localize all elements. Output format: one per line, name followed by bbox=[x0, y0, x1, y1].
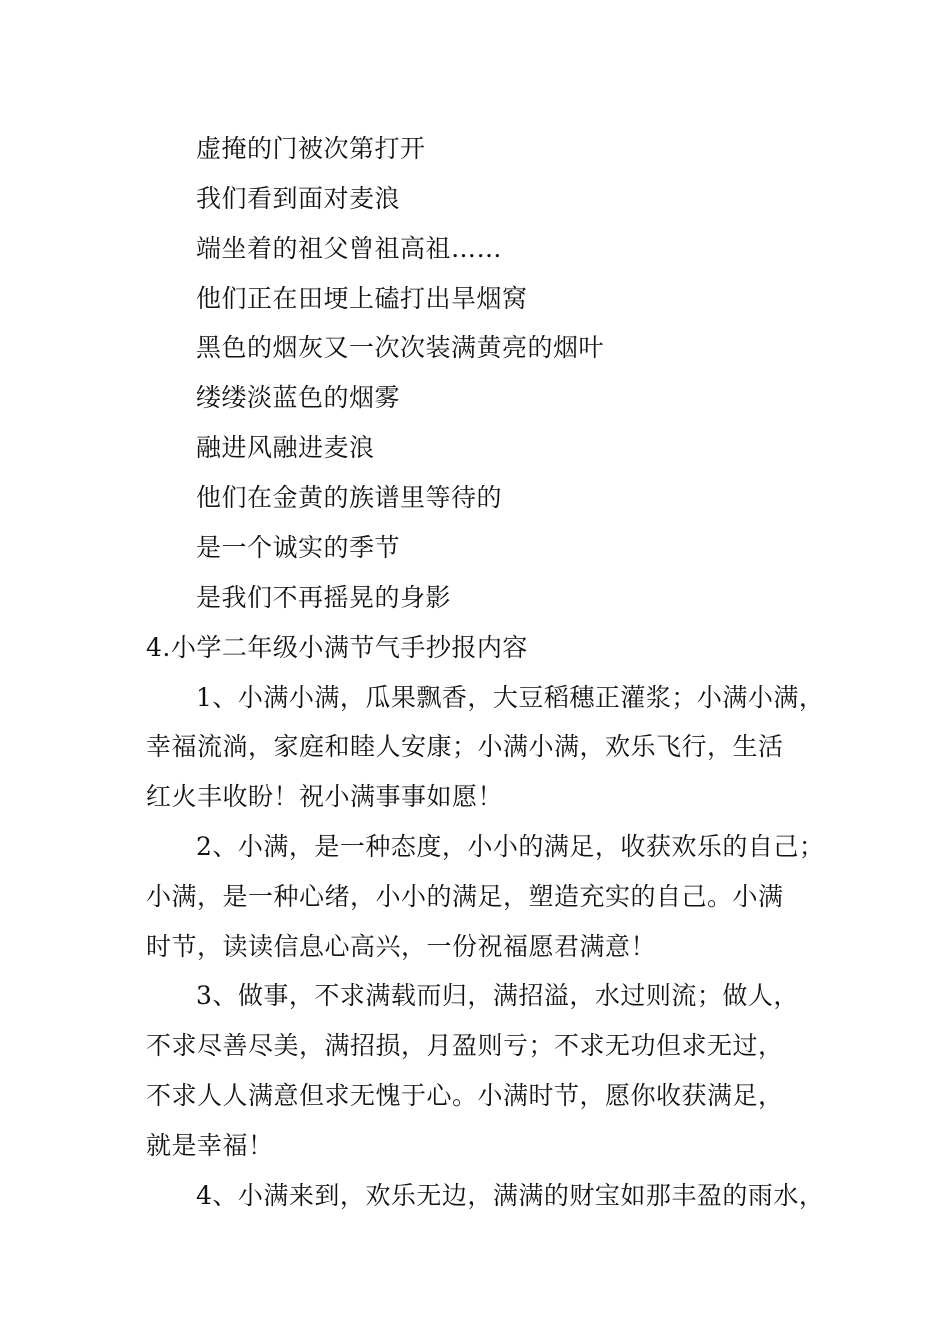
poem-line-3: 端坐着的祖父曾祖高祖…… bbox=[196, 234, 503, 263]
poem-line-1: 虚掩的门被次第打开 bbox=[196, 134, 426, 163]
poem-line-8: 他们在金黄的族谱里等待的 bbox=[196, 483, 503, 512]
poem-line-4: 他们正在田埂上磕打出旱烟窝 bbox=[196, 284, 528, 313]
poem-line-5: 黑色的烟灰又一次次装满黄亮的烟叶 bbox=[196, 333, 605, 362]
paragraph-3-line-4: 就是幸福！ bbox=[146, 1131, 274, 1160]
section-heading: 4.小学二年级小满节气手抄报内容 bbox=[146, 633, 528, 662]
paragraph-2-line-1: 2、小满，是一种态度，小小的满足，收获欢乐的自己； bbox=[196, 832, 825, 861]
poem-line-6: 缕缕淡蓝色的烟雾 bbox=[196, 383, 401, 412]
poem-line-9: 是一个诚实的季节 bbox=[196, 533, 401, 562]
paragraph-2-line-2: 小满，是一种心绪，小小的满足，塑造充实的自己。小满 bbox=[146, 882, 784, 911]
poem-line-2: 我们看到面对麦浪 bbox=[196, 184, 401, 213]
paragraph-3-line-3: 不求人人满意但求无愧于心。小满时节，愿你收获满足， bbox=[146, 1081, 784, 1110]
paragraph-1-line-2: 幸福流淌，家庭和睦人安康；小满小满，欢乐飞行，生活 bbox=[146, 732, 784, 761]
paragraph-4-line-1: 4、小满来到，欢乐无边，满满的财宝如那丰盈的雨水， bbox=[196, 1181, 825, 1210]
paragraph-2-line-3: 时节，读读信息心高兴，一份祝福愿君满意！ bbox=[146, 932, 657, 961]
paragraph-1-line-3: 红火丰收盼！祝小满事事如愿！ bbox=[146, 782, 504, 811]
poem-line-10: 是我们不再摇晃的身影 bbox=[196, 583, 452, 612]
paragraph-1-line-1: 1、小满小满，瓜果飘香，大豆稻穗正灌浆；小满小满， bbox=[196, 683, 825, 712]
paragraph-3-line-2: 不求尽善尽美，满招损，月盈则亏；不求无功但求无过， bbox=[146, 1031, 784, 1060]
poem-line-7: 融进风融进麦浪 bbox=[196, 433, 375, 462]
paragraph-3-line-1: 3、做事，不求满载而归，满招溢，水过则流；做人， bbox=[196, 981, 799, 1010]
